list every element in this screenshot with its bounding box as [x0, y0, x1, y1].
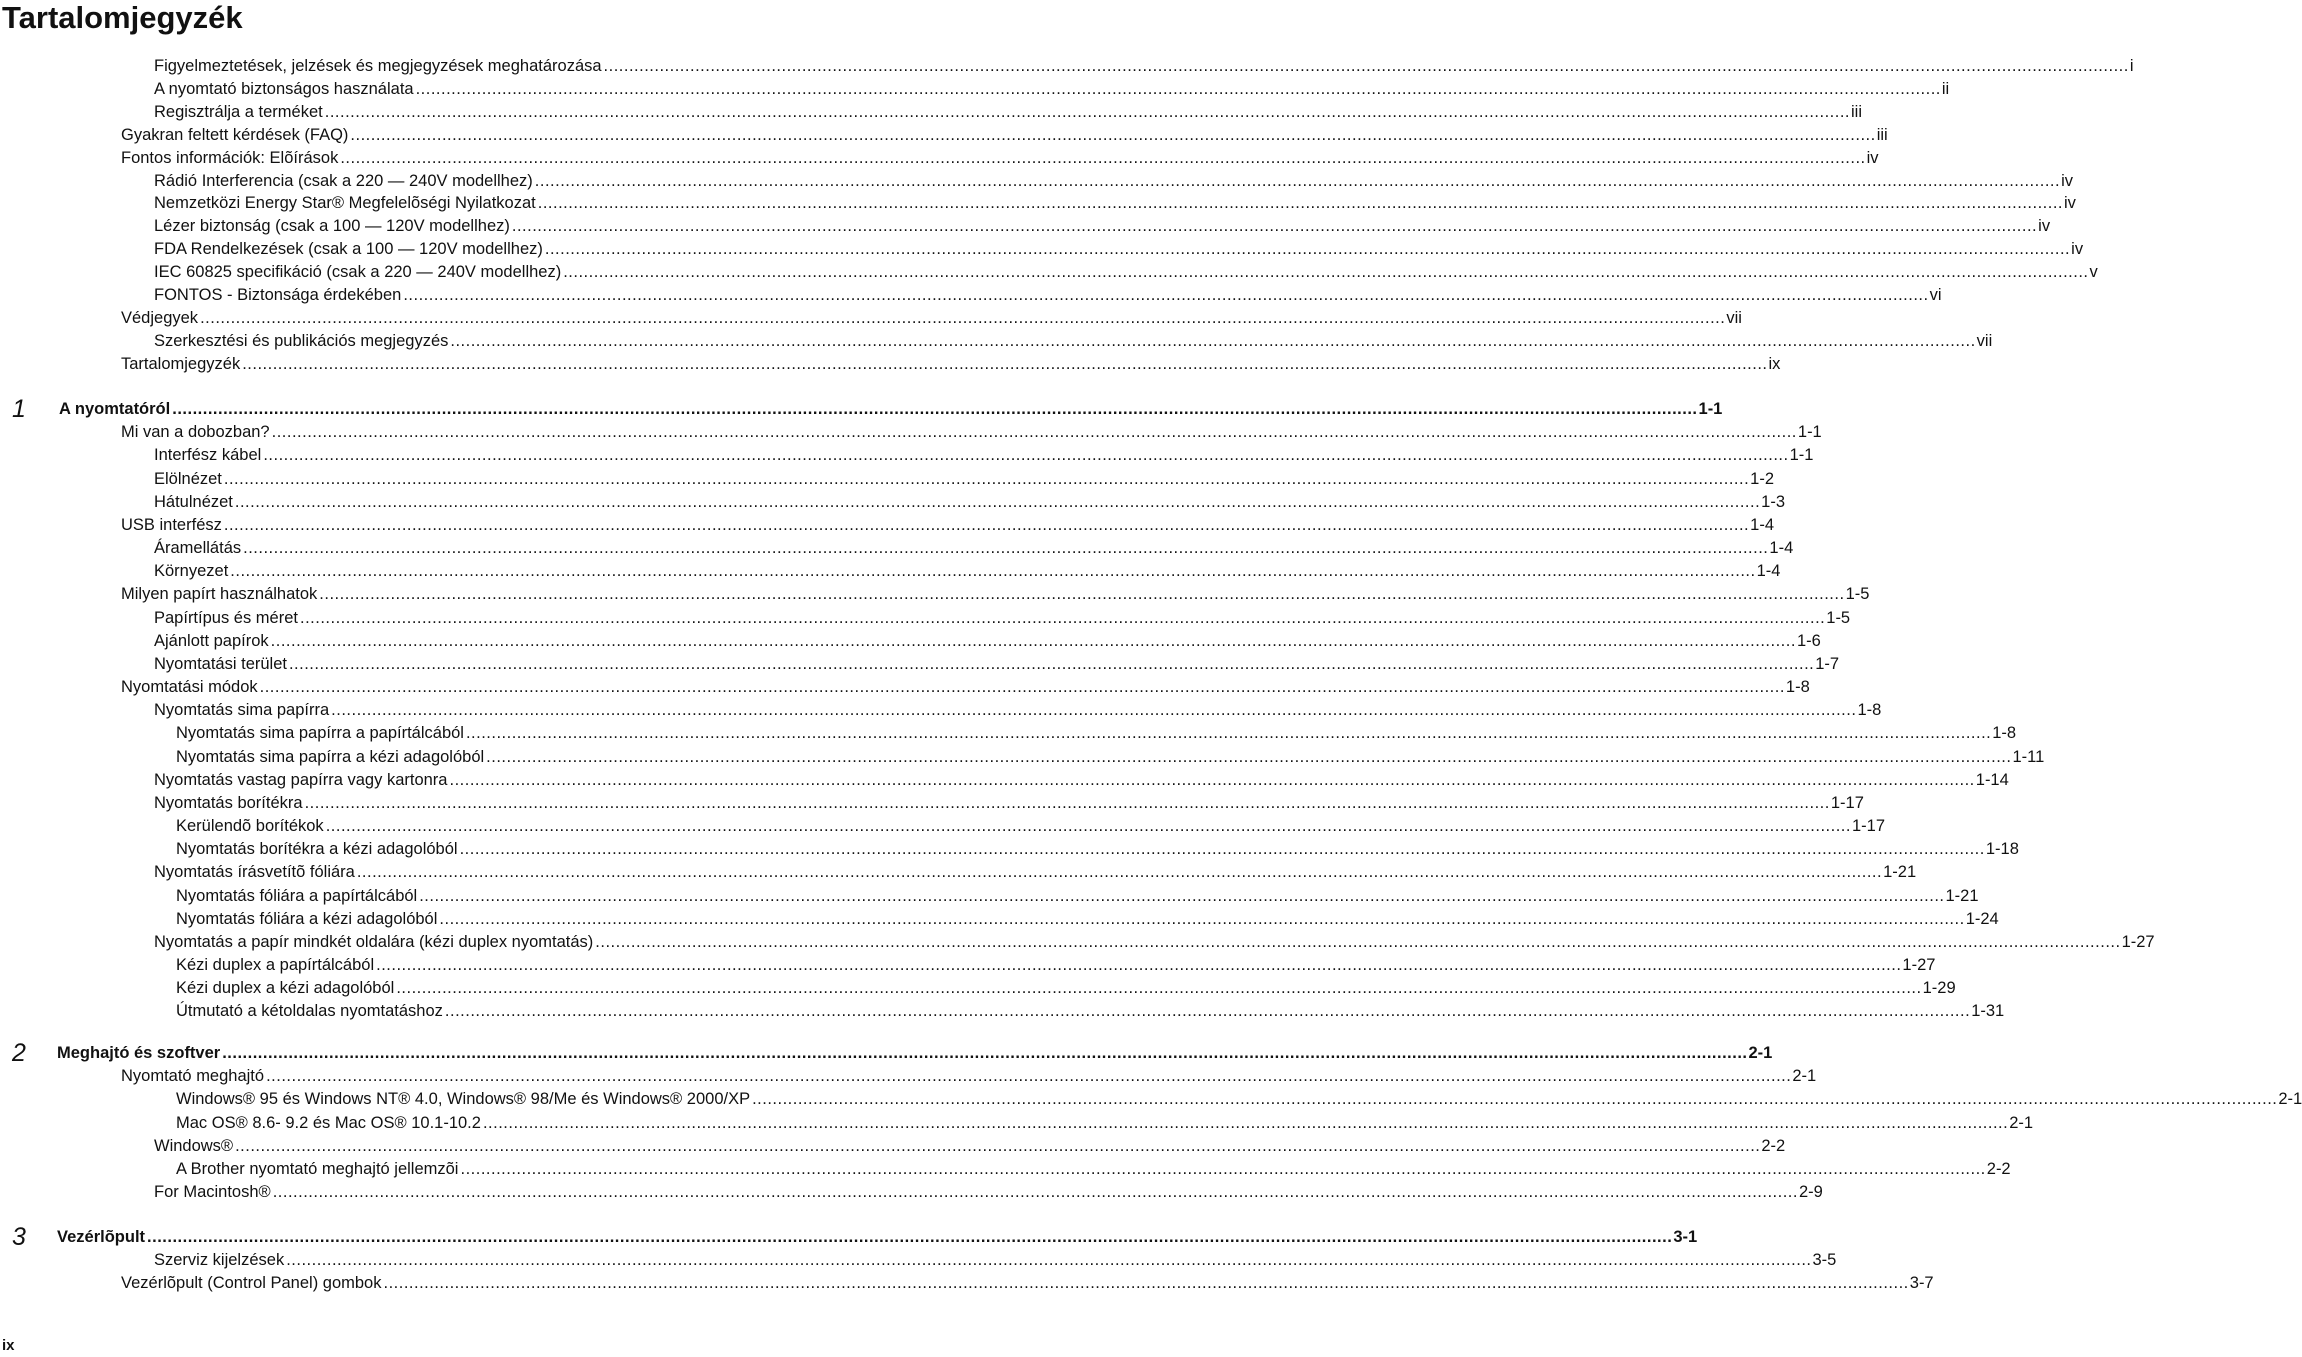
- toc-entry-title: A nyomtató biztonságos használata: [154, 79, 414, 98]
- toc-entry-title: Nyomtatás sima papírra a papírtálcából: [176, 724, 464, 743]
- toc-entry-title: Fontos információk: Elõírások: [121, 148, 339, 167]
- toc-entry-title: Nyomtatási terület: [154, 654, 287, 673]
- toc-entry-title: A nyomtatóról: [59, 400, 171, 418]
- toc-entry-page: v: [2089, 263, 2098, 282]
- toc-entry-page: 1-29: [1922, 979, 1956, 998]
- toc-entry-title: Windows®: [154, 1136, 234, 1155]
- toc-entry[interactable]: [154, 170, 2073, 193]
- toc-entry[interactable]: [154, 1181, 1823, 1204]
- dot-leader: ............................................................................................................................................................................................................................................................................................................: [243, 539, 1769, 558]
- toc-entry-title: FONTOS - Biztonsága érdekében: [154, 286, 402, 304]
- toc-entry[interactable]: [57, 1226, 1698, 1249]
- toc-entry-title: Áramellátás: [154, 539, 242, 558]
- toc-entry[interactable]: [176, 1088, 2302, 1111]
- dot-leader: ............................................................................................................................................................................................................................................................................................................: [242, 354, 1768, 373]
- toc-entry-title: Windows® 95 és Windows NT® 4.0, Windows® 98/Me és Windows® 2000/XP: [176, 1090, 751, 1109]
- toc-entry[interactable]: [154, 101, 1863, 124]
- toc-entry[interactable]: [154, 78, 1950, 101]
- toc-entry-title: Interfész kábel: [154, 446, 262, 465]
- toc-entry[interactable]: [176, 908, 1999, 931]
- toc-entry[interactable]: [176, 885, 1979, 908]
- toc-entry[interactable]: [121, 1065, 1817, 1088]
- toc-entry-page: iv: [1866, 148, 1879, 167]
- toc-entry-title: For Macintosh®: [154, 1183, 271, 1202]
- toc-entry-page: 1-1: [1698, 400, 1723, 418]
- toc-entry-title: Regisztrálja a terméket: [154, 102, 323, 121]
- toc-entry-page: 1-17: [1830, 793, 1864, 812]
- toc-entry-title: Mi van a dobozban?: [121, 423, 270, 442]
- toc-entry[interactable]: [154, 630, 1821, 653]
- dot-leader: ............................................................................................................................................................................................................................................................................................................: [419, 886, 1945, 905]
- toc-entry-title: Papírtípus és méret: [154, 608, 298, 627]
- toc-entry-page: 2-2: [1761, 1136, 1786, 1155]
- dot-leader: ............................................................................................................................................................................................................................................................................................................: [288, 654, 1815, 673]
- toc-entry[interactable]: [121, 1272, 1934, 1295]
- toc-entry-title: Nyomtatás írásvetítõ fóliára: [154, 863, 355, 882]
- dot-leader: ............................................................................................................................................................................................................................................................................................................: [324, 102, 1851, 121]
- toc-entry-title: IEC 60825 specifikáció (csak a 220 — 240V modellhez): [154, 263, 562, 282]
- dot-leader: ............................................................................................................................................................................................................................................................................................................: [396, 979, 1922, 998]
- toc-entry[interactable]: [176, 1000, 2005, 1023]
- dot-leader: ............................................................................................................................................................................................................................................................................................................: [319, 585, 1845, 604]
- toc-entry[interactable]: [154, 1249, 1837, 1272]
- toc-entry-page: 1-7: [1815, 654, 1840, 673]
- toc-entry[interactable]: [154, 491, 1786, 514]
- toc-entry-page: 3-5: [1812, 1251, 1837, 1270]
- dot-leader: ............................................................................................................................................................................................................................................................................................................: [563, 263, 2089, 282]
- toc-entry-page: 1-1: [1789, 446, 1814, 465]
- dot-leader: ............................................................................................................................................................................................................................................................................................................: [200, 308, 1726, 327]
- dot-leader: ............................................................................................................................................................................................................................................................................................................: [383, 1274, 1909, 1293]
- toc-entry[interactable]: [154, 653, 1840, 676]
- toc-entry-page: 3-7: [1909, 1274, 1934, 1293]
- toc-entry-page: 3-1: [1673, 1228, 1698, 1246]
- toc-entry[interactable]: [176, 1158, 2011, 1181]
- toc-entry-page: 1-5: [1845, 585, 1870, 604]
- toc-entry-title: Nyomtatás sima papírra a kézi adagolóból: [176, 747, 485, 766]
- dot-leader: ............................................................................................................................................................................................................................................................................................................: [340, 148, 1866, 167]
- toc-entry-page: 1-24: [1965, 909, 1999, 928]
- dot-leader: ............................................................................................................................................................................................................................................................................................................: [286, 1251, 1812, 1270]
- toc-entry-title: Elölnézet: [154, 469, 222, 488]
- toc-entry[interactable]: [176, 722, 2017, 745]
- toc-entry-page: 2-1: [1748, 1044, 1773, 1062]
- toc-entry-page: 2-1: [2278, 1090, 2302, 1109]
- toc-entry-title: Milyen papírt használhatok: [121, 585, 318, 604]
- toc-entry-page: 1-11: [2012, 747, 2045, 766]
- toc-entry-page: iv: [2064, 194, 2076, 213]
- toc-entry-page: 1-5: [1826, 608, 1851, 627]
- dot-leader: ............................................................................................................................................................................................................................................................................................................: [222, 1044, 1748, 1062]
- footer-page-number: ix: [2, 1337, 15, 1354]
- page-title: Tartalomjegyzék: [2, 0, 243, 35]
- dot-leader: ............................................................................................................................................................................................................................................................................................................: [459, 840, 1985, 859]
- toc-entry-page: 1-4: [1750, 515, 1775, 534]
- dot-leader: ............................................................................................................................................................................................................................................................................................................: [439, 909, 1965, 928]
- toc-entry[interactable]: [121, 124, 1888, 147]
- toc-entry-title: Kézi duplex a kézi adagolóból: [176, 979, 395, 998]
- toc-entry-page: 2-1: [1792, 1067, 1817, 1086]
- toc-entry-title: Tartalomjegyzék: [121, 354, 241, 373]
- toc-entry[interactable]: [154, 55, 2134, 78]
- dot-leader: ............................................................................................................................................................................................................................................................................................................: [299, 608, 1826, 627]
- toc-entry[interactable]: [176, 977, 1956, 1000]
- toc-entry[interactable]: [154, 861, 1917, 884]
- toc-entry-title: Nyomtatási módok: [121, 678, 258, 697]
- toc-entry-title: Vezérlõpult (Control Panel) gombok: [121, 1274, 382, 1293]
- toc-entry[interactable]: [121, 353, 1781, 376]
- toc-entry-page: iv: [2038, 217, 2051, 236]
- toc-entry-title: Környezet: [154, 562, 229, 581]
- toc-entry-page: iv: [2071, 240, 2084, 259]
- toc-entry-page: 1-4: [1756, 562, 1781, 581]
- dot-leader: ............................................................................................................................................................................................................................................................................................................: [460, 1159, 1986, 1178]
- toc-entry-title: Kézi duplex a papírtálcából: [176, 955, 375, 974]
- dot-leader: ............................................................................................................................................................................................................................................................................................................: [325, 817, 1851, 836]
- toc-entry-title: Útmutató a kétoldalas nyomtatáshoz: [176, 1002, 443, 1021]
- toc-entry-title: Rádió Interferencia (csak a 220 — 240V modellhez): [154, 171, 533, 190]
- toc-entry-title: Vezérlõpult: [57, 1228, 146, 1246]
- toc-entry-title: Nyomtatás sima papírra: [154, 701, 330, 720]
- toc-entry[interactable]: [176, 838, 2019, 861]
- dot-leader: ............................................................................................................................................................................................................................................................................................................: [172, 400, 1698, 418]
- toc-entry-title: Nyomtatás borítékra a kézi adagolóból: [176, 840, 458, 859]
- toc-entry-page: 1-3: [1761, 492, 1786, 511]
- toc-entry-title: Szerkesztési és publikációs megjegyzés: [154, 331, 449, 350]
- dot-leader: ............................................................................................................................................................................................................................................................................................................: [376, 955, 1902, 974]
- toc-entry-title: Ajánlott papírok: [154, 631, 269, 650]
- toc-entry-page: iv: [2061, 171, 2073, 190]
- toc-entry-page: 2-1: [2009, 1113, 2034, 1132]
- toc-entry-title: Nyomtatás vastag papírra vagy kartonra: [154, 770, 448, 789]
- toc-entry-title: Meghajtó és szoftver: [57, 1044, 221, 1062]
- toc-entry-page: 1-31: [1971, 1002, 2005, 1021]
- toc-entry-page: 1-6: [1796, 631, 1821, 650]
- toc-entry[interactable]: [121, 514, 1775, 537]
- toc-entry-page: vii: [1726, 308, 1742, 327]
- dot-leader: ............................................................................................................................................................................................................................................................................................................: [234, 492, 1761, 511]
- toc-entry-title: Kerülendõ borítékok: [176, 817, 324, 836]
- toc-entry-page: ix: [1768, 354, 1781, 373]
- toc-entry-title: USB interfész: [121, 515, 222, 534]
- toc-entry[interactable]: [154, 192, 2076, 215]
- dot-leader: ............................................................................................................................................................................................................................................................................................................: [486, 747, 2012, 766]
- dot-leader: ............................................................................................................................................................................................................................................................................................................: [450, 331, 1976, 350]
- toc-entry-title: Nyomtatás fóliára a kézi adagolóból: [176, 909, 438, 928]
- toc-entry[interactable]: [154, 468, 1775, 491]
- toc-entry-page: 2-2: [1986, 1159, 2011, 1178]
- dot-leader: ............................................................................................................................................................................................................................................................................................................: [304, 793, 1830, 812]
- toc-entry-title: Nyomtatás fóliára a papírtálcából: [176, 886, 418, 905]
- toc-entry-title: Védjegyek: [121, 308, 199, 327]
- toc-entry-page: 1-18: [1985, 840, 2019, 859]
- toc-entry-title: Figyelmeztetések, jelzések és megjegyzések meghatározása: [154, 57, 602, 75]
- toc-entry[interactable]: [154, 261, 2098, 284]
- toc-entry-page: 1-21: [1945, 886, 1979, 905]
- toc-entry[interactable]: [176, 746, 2045, 769]
- toc-entry[interactable]: [154, 769, 2009, 792]
- toc-entry-page: vi: [1929, 286, 1942, 304]
- dot-leader: ............................................................................................................................................................................................................................................................................................................: [263, 446, 1789, 465]
- toc-entry-title: Nemzetközi Energy Star® Megfelelõségi Nyilatkozat: [154, 194, 536, 213]
- toc-entry-page: i: [2129, 57, 2134, 75]
- toc-entry[interactable]: [154, 330, 1993, 353]
- dot-leader: ............................................................................................................................................................................................................................................................................................................: [595, 932, 2121, 951]
- dot-leader: ............................................................................................................................................................................................................................................................................................................: [465, 724, 1992, 743]
- toc-entry-page: 1-4: [1769, 539, 1794, 558]
- toc-entry-title: Gyakran feltett kérdések (FAQ): [121, 125, 349, 144]
- toc-entry[interactable]: [121, 307, 1742, 330]
- toc-entry[interactable]: [154, 537, 1794, 560]
- toc-entry-title: Mac OS® 8.6- 9.2 és Mac OS® 10.1-10.2: [176, 1113, 481, 1132]
- dot-leader: ............................................................................................................................................................................................................................................................................................................: [147, 1228, 1673, 1246]
- toc-entry-title: A Brother nyomtató meghajtó jellemzõi: [176, 1159, 459, 1178]
- dot-leader: ............................................................................................................................................................................................................................................................................................................: [272, 1183, 1798, 1202]
- toc-entry[interactable]: [121, 583, 1870, 606]
- toc-entry[interactable]: [154, 931, 2155, 954]
- toc-entry[interactable]: [57, 1042, 1773, 1065]
- dot-leader: ............................................................................................................................................................................................................................................................................................................: [537, 194, 2064, 213]
- dot-leader: ............................................................................................................................................................................................................................................................................................................: [603, 57, 2129, 75]
- toc-entry-title: Szerviz kijelzések: [154, 1251, 285, 1270]
- toc-entry-title: Lézer biztonság (csak a 100 — 120V modellhez): [154, 217, 510, 236]
- toc-entry[interactable]: [154, 792, 1864, 815]
- toc-entry-page: iii: [1851, 102, 1863, 121]
- toc-entry[interactable]: [121, 676, 1810, 699]
- toc-entry[interactable]: [121, 147, 1879, 170]
- dot-leader: ............................................................................................................................................................................................................................................................................................................: [350, 125, 1876, 144]
- chapter-number: 2: [12, 1039, 26, 1067]
- toc-entry-page: 1-1: [1797, 423, 1822, 442]
- toc-entry-title: Nyomtatás a papír mindkét oldalára (kézi duplex nyomtatás): [154, 932, 594, 951]
- toc-entry-page: iii: [1876, 125, 1888, 144]
- dot-leader: ............................................................................................................................................................................................................................................................................................................: [223, 515, 1750, 534]
- toc-entry-page: 1-17: [1851, 817, 1885, 836]
- toc-entry-page: ii: [1941, 79, 1950, 98]
- dot-leader: ............................................................................................................................................................................................................................................................................................................: [266, 1067, 1792, 1086]
- toc-entry-page: 1-8: [1992, 724, 2017, 743]
- toc-entry[interactable]: [59, 398, 1723, 421]
- toc-entry-title: Hátulnézet: [154, 492, 233, 511]
- chapter-number: 3: [12, 1223, 26, 1251]
- dot-leader: ............................................................................................................................................................................................................................................................................................................: [752, 1090, 2278, 1109]
- toc-entry[interactable]: [154, 560, 1781, 583]
- toc-entry-page: 1-2: [1750, 469, 1775, 488]
- dot-leader: ............................................................................................................................................................................................................................................................................................................: [356, 863, 1883, 882]
- toc-entry[interactable]: [154, 215, 2051, 238]
- dot-leader: ............................................................................................................................................................................................................................................................................................................: [223, 469, 1750, 488]
- dot-leader: ............................................................................................................................................................................................................................................................................................................: [271, 423, 1797, 442]
- dot-leader: ............................................................................................................................................................................................................................................................................................................: [403, 286, 1929, 304]
- toc-entry-title: Nyomtatás borítékra: [154, 793, 303, 812]
- toc-entry[interactable]: [121, 421, 1822, 444]
- dot-leader: ............................................................................................................................................................................................................................................................................................................: [544, 240, 2071, 259]
- toc-entry-page: 1-27: [1902, 955, 1936, 974]
- toc-entry[interactable]: [154, 699, 1882, 722]
- toc-entry[interactable]: [154, 444, 1814, 467]
- toc-entry-page: vii: [1976, 331, 1993, 350]
- toc-entry-title: FDA Rendelkezések (csak a 100 — 120V modellhez): [154, 240, 543, 259]
- toc-entry-page: 1-8: [1857, 701, 1882, 720]
- toc-entry[interactable]: [154, 607, 1851, 630]
- dot-leader: ............................................................................................................................................................................................................................................................................................................: [482, 1113, 2009, 1132]
- toc-entry[interactable]: [154, 238, 2084, 261]
- dot-leader: ............................................................................................................................................................................................................................................................................................................: [230, 562, 1756, 581]
- toc-entry[interactable]: [176, 954, 1936, 977]
- toc-entry-title: Nyomtató meghajtó: [121, 1067, 265, 1086]
- toc-entry-page: 1-27: [2121, 932, 2155, 951]
- dot-leader: ............................................................................................................................................................................................................................................................................................................: [444, 1002, 1971, 1021]
- toc-entry-page: 1-21: [1883, 863, 1917, 882]
- chapter-number: 1: [12, 395, 26, 423]
- toc-entry[interactable]: [154, 1135, 1786, 1158]
- dot-leader: ............................................................................................................................................................................................................................................................................................................: [415, 79, 1941, 98]
- dot-leader: ............................................................................................................................................................................................................................................................................................................: [511, 217, 2038, 236]
- toc-entry[interactable]: [154, 284, 1942, 307]
- toc-entry-page: 1-14: [1975, 770, 2009, 789]
- dot-leader: ............................................................................................................................................................................................................................................................................................................: [449, 770, 1975, 789]
- toc-entry[interactable]: [176, 815, 1885, 838]
- dot-leader: ............................................................................................................................................................................................................................................................................................................: [270, 631, 1796, 650]
- dot-leader: ............................................................................................................................................................................................................................................................................................................: [259, 678, 1785, 697]
- dot-leader: ............................................................................................................................................................................................................................................................................................................: [534, 171, 2061, 190]
- toc-entry[interactable]: [176, 1112, 2034, 1135]
- dot-leader: ............................................................................................................................................................................................................................................................................................................: [331, 701, 1857, 720]
- toc-entry-page: 1-8: [1785, 678, 1810, 697]
- toc-entry-page: 2-9: [1798, 1183, 1823, 1202]
- dot-leader: ............................................................................................................................................................................................................................................................................................................: [235, 1136, 1761, 1155]
